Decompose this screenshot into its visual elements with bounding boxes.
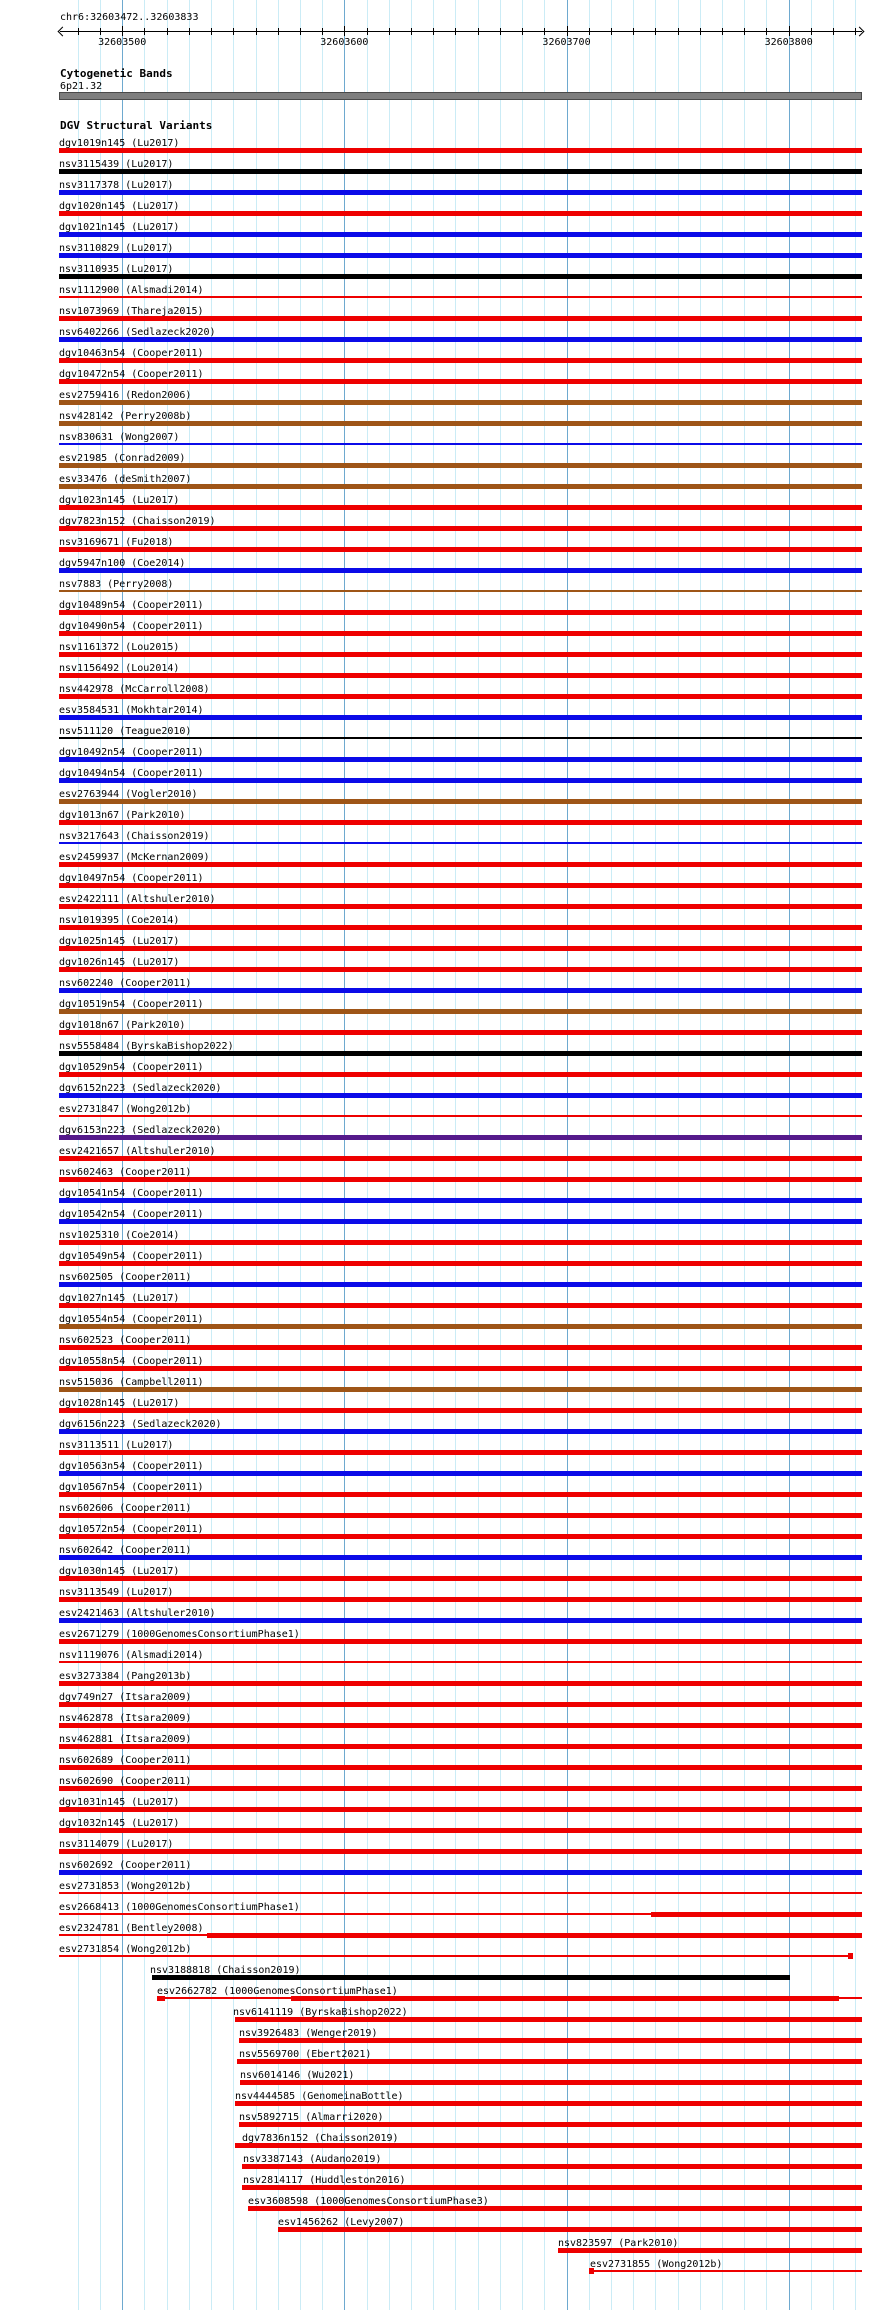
variant-label[interactable]: esv2421657 (Altshuler2010) [59, 1146, 216, 1157]
gridline-minor [500, 0, 501, 2310]
variant-label[interactable]: nsv1073969 (Thareja2015) [59, 306, 204, 317]
cytoband-bar[interactable] [59, 92, 862, 100]
variant-label[interactable]: nsv602642 (Cooper2011) [59, 1545, 192, 1556]
variant-label[interactable]: nsv4444585 (GenomeinaBottle) [235, 2091, 404, 2102]
gridline-major [567, 0, 568, 2310]
gridline-minor [433, 0, 434, 2310]
ruler-major-tick [122, 26, 123, 36]
variant-label[interactable]: nsv3115439 (Lu2017) [59, 159, 174, 170]
ruler-minor-tick [144, 28, 145, 35]
variant-label[interactable]: nsv3217643 (Chaisson2019) [59, 831, 210, 842]
variant-label[interactable]: dgv1028n145 (Lu2017) [59, 1398, 180, 1409]
variant-bar[interactable] [59, 1807, 862, 1812]
ruler-minor-tick [811, 28, 812, 35]
variant-label[interactable]: dgv7836n152 (Chaisson2019) [242, 2133, 399, 2144]
variant-label[interactable]: nsv5892715 (Almarri2020) [239, 2112, 384, 2123]
variant-bar[interactable] [59, 505, 862, 510]
gridline-major [344, 0, 345, 2310]
variant-bar[interactable] [59, 443, 862, 445]
gridline-minor [256, 0, 257, 2310]
gridline-minor [655, 0, 656, 2310]
ruler-minor-tick [544, 28, 545, 35]
gridline-minor [544, 0, 545, 2310]
variant-label[interactable]: esv2731854 (Wong2012b) [59, 1944, 192, 1955]
variant-label[interactable]: dgv1030n145 (Lu2017) [59, 1566, 180, 1577]
variant-label[interactable]: nsv602505 (Cooper2011) [59, 1272, 192, 1283]
dgv-track-title: DGV Structural Variants [60, 119, 213, 132]
gridline-minor [744, 0, 745, 2310]
ruler-minor-tick [411, 28, 412, 35]
cytoband-track-title: Cytogenetic Bands [60, 67, 173, 80]
variant-label[interactable]: nsv602692 (Cooper2011) [59, 1860, 192, 1871]
variant-label[interactable]: nsv1156492 (Lou2014) [59, 663, 180, 674]
variant-bar[interactable] [651, 1912, 862, 1917]
ruler-tick-label: 32603600 [320, 37, 369, 48]
ruler-minor-tick [78, 28, 79, 35]
variant-label[interactable]: nsv7883 (Perry2008) [59, 579, 174, 590]
ruler-minor-tick [300, 28, 301, 35]
variant-label[interactable]: nsv6141119 (ByrskaBishop2022) [233, 2007, 408, 2018]
ruler-minor-tick [589, 28, 590, 35]
variant-bar[interactable] [59, 1934, 207, 1936]
variant-label[interactable]: nsv3113549 (Lu2017) [59, 1587, 174, 1598]
ruler-minor-tick [100, 28, 101, 35]
variant-label[interactable]: dgv1027n145 (Lu2017) [59, 1293, 180, 1304]
ruler-tick-label: 32603500 [98, 37, 147, 48]
ruler-minor-tick [478, 28, 479, 35]
variant-label[interactable]: esv2421463 (Altshuler2010) [59, 1608, 216, 1619]
gridline-minor [300, 0, 301, 2310]
variant-bar[interactable] [59, 1913, 651, 1915]
variant-label[interactable]: dgv1032n145 (Lu2017) [59, 1818, 180, 1829]
variant-label[interactable]: dgv6152n223 (Sedlazeck2020) [59, 1083, 222, 1094]
gridline-minor [611, 0, 612, 2310]
gridline-minor [633, 0, 634, 2310]
variant-label[interactable]: dgv6153n223 (Sedlazeck2020) [59, 1125, 222, 1136]
variant-label[interactable]: esv2422111 (Altshuler2010) [59, 894, 216, 905]
ruler-minor-tick [678, 28, 679, 35]
gridline-minor [700, 0, 701, 2310]
ruler-minor-tick [655, 28, 656, 35]
variant-label[interactable]: dgv10572n54 (Cooper2011) [59, 1524, 204, 1535]
variant-label[interactable]: dgv10463n54 (Cooper2011) [59, 348, 204, 359]
variant-label[interactable]: dgv1031n145 (Lu2017) [59, 1797, 180, 1808]
ruler-major-tick [344, 26, 345, 36]
variant-bar[interactable] [59, 232, 862, 237]
variant-label[interactable]: nsv3169671 (Fu2018) [59, 537, 174, 548]
ruler-minor-tick [766, 28, 767, 35]
variant-label[interactable]: nsv515036 (Campbell2011) [59, 1377, 204, 1388]
ruler-minor-tick [522, 28, 523, 35]
variant-label[interactable]: nsv5558484 (ByrskaBishop2022) [59, 1041, 234, 1052]
variant-label[interactable]: dgv10541n54 (Cooper2011) [59, 1188, 204, 1199]
variant-bar[interactable] [59, 1892, 862, 1894]
ruler-minor-tick [389, 28, 390, 35]
variant-label[interactable]: dgv7823n152 (Chaisson2019) [59, 516, 216, 527]
gridline-minor [322, 0, 323, 2310]
gridline-minor [678, 0, 679, 2310]
variant-label[interactable]: nsv462881 (Itsara2009) [59, 1734, 192, 1745]
variant-bar[interactable] [594, 2270, 862, 2272]
variant-label[interactable]: nsv3387143 (Audano2019) [243, 2154, 382, 2165]
ruler-line [60, 31, 862, 32]
variant-label[interactable]: esv33476 (deSmith2007) [59, 474, 192, 485]
variant-bar[interactable] [59, 1450, 862, 1455]
cytoband-name: 6p21.32 [60, 81, 103, 92]
variant-label[interactable]: esv3584531 (Mokhtar2014) [59, 705, 204, 716]
variant-label[interactable]: nsv442978 (McCarroll2008) [59, 684, 210, 695]
variant-label[interactable]: dgv10489n54 (Cooper2011) [59, 600, 204, 611]
gridline-minor [233, 0, 234, 2310]
variant-label[interactable]: esv2459937 (McKernan2009) [59, 852, 210, 863]
ruler-major-tick [789, 26, 790, 36]
variant-label[interactable]: nsv428142 (Perry2008b) [59, 411, 192, 422]
ruler-minor-tick [278, 28, 279, 35]
variant-bar[interactable] [59, 1576, 862, 1581]
ruler-minor-tick [722, 28, 723, 35]
variant-bar[interactable] [59, 925, 862, 930]
variant-label[interactable]: esv2731855 (Wong2012b) [590, 2259, 723, 2270]
variant-label[interactable]: dgv10563n54 (Cooper2011) [59, 1461, 204, 1472]
variant-label[interactable]: dgv6156n223 (Sedlazeck2020) [59, 1419, 222, 1430]
variant-label[interactable]: dgv10472n54 (Cooper2011) [59, 369, 204, 380]
variant-label[interactable]: dgv10567n54 (Cooper2011) [59, 1482, 204, 1493]
gridline-minor [833, 0, 834, 2310]
variant-label[interactable]: nsv1112900 (Alsmadi2014) [59, 285, 204, 296]
variant-label[interactable]: nsv462878 (Itsara2009) [59, 1713, 192, 1724]
variant-bar[interactable] [59, 148, 862, 153]
variant-label[interactable]: dgv1025n145 (Lu2017) [59, 936, 180, 947]
ruler-minor-tick [455, 28, 456, 35]
variant-label[interactable]: esv2763944 (Vogler2010) [59, 789, 198, 800]
variant-label[interactable]: dgv10497n54 (Cooper2011) [59, 873, 204, 884]
variant-label[interactable]: nsv5569700 (Ebert2021) [239, 2049, 372, 2060]
variant-bar[interactable] [59, 1240, 862, 1245]
variant-label[interactable]: nsv1019395 (Coe2014) [59, 915, 180, 926]
gridline-minor [278, 0, 279, 2310]
variant-label[interactable]: nsv3110935 (Lu2017) [59, 264, 174, 275]
variant-label[interactable]: dgv1026n145 (Lu2017) [59, 957, 180, 968]
variant-bar[interactable] [59, 1597, 862, 1602]
variant-label[interactable]: dgv10529n54 (Cooper2011) [59, 1062, 204, 1073]
variant-label[interactable]: nsv2814117 (Huddleston2016) [243, 2175, 406, 2186]
variant-label[interactable]: nsv602689 (Cooper2011) [59, 1755, 192, 1766]
variant-label[interactable]: nsv602240 (Cooper2011) [59, 978, 192, 989]
variant-bar[interactable] [59, 547, 862, 552]
variant-label[interactable]: dgv10490n54 (Cooper2011) [59, 621, 204, 632]
variant-label[interactable]: nsv602523 (Cooper2011) [59, 1335, 192, 1346]
variant-label[interactable]: dgv5947n100 (Coe2014) [59, 558, 186, 569]
variant-label[interactable]: nsv3110829 (Lu2017) [59, 243, 174, 254]
variant-bar[interactable] [59, 1828, 862, 1833]
ruler-minor-tick [233, 28, 234, 35]
gridline-minor [478, 0, 479, 2310]
ruler-major-tick [567, 26, 568, 36]
variant-bar[interactable] [59, 652, 862, 657]
variant-bar[interactable] [59, 1661, 862, 1663]
variant-label[interactable]: esv21985 (Conrad2009) [59, 453, 186, 464]
ruler-tick-label: 32603800 [764, 37, 813, 48]
variant-bar[interactable] [207, 1933, 862, 1938]
variant-bar[interactable] [839, 1997, 862, 1999]
ruler-minor-tick [433, 28, 434, 35]
variant-label[interactable]: nsv1119076 (Alsmadi2014) [59, 1650, 204, 1661]
ruler-minor-tick [700, 28, 701, 35]
gridline-minor [367, 0, 368, 2310]
ruler-minor-tick [633, 28, 634, 35]
variant-label[interactable]: dgv1018n67 (Park2010) [59, 1020, 186, 1031]
variant-label[interactable]: nsv602690 (Cooper2011) [59, 1776, 192, 1787]
variant-label[interactable]: dgv10519n54 (Cooper2011) [59, 999, 204, 1010]
ruler-minor-tick [211, 28, 212, 35]
variant-label[interactable]: esv2662782 (1000GenomesConsortiumPhase1) [157, 1986, 398, 1997]
variant-label[interactable]: nsv602463 (Cooper2011) [59, 1167, 192, 1178]
variant-bar[interactable] [59, 1115, 862, 1117]
ruler-minor-tick [189, 28, 190, 35]
gridline-major [789, 0, 790, 2310]
region-label: chr6:32603472..32603833 [60, 12, 199, 23]
variant-label[interactable]: esv2759416 (Redon2006) [59, 390, 192, 401]
gridline-minor [722, 0, 723, 2310]
variant-label[interactable]: nsv1025310 (Coe2014) [59, 1230, 180, 1241]
gridline-minor [389, 0, 390, 2310]
gridline-minor [455, 0, 456, 2310]
variant-label[interactable]: dgv1019n145 (Lu2017) [59, 138, 180, 149]
variant-label[interactable]: esv2671279 (1000GenomesConsortiumPhase1) [59, 1629, 300, 1640]
variant-label[interactable]: nsv6014146 (Wu2021) [240, 2070, 355, 2081]
variant-label[interactable]: dgv1023n145 (Lu2017) [59, 495, 180, 506]
variant-label[interactable]: esv3608598 (1000GenomesConsortiumPhase3) [248, 2196, 489, 2207]
gridline-minor [766, 0, 767, 2310]
variant-bar[interactable] [59, 296, 862, 298]
variant-bar[interactable] [59, 253, 862, 258]
variant-label[interactable]: nsv511120 (Teague2010) [59, 726, 192, 737]
variant-label[interactable]: nsv823597 (Park2010) [558, 2238, 679, 2249]
variant-label[interactable]: nsv3926483 (Wenger2019) [239, 2028, 378, 2039]
ruler-minor-tick [367, 28, 368, 35]
ruler-minor-tick [167, 28, 168, 35]
variant-bar[interactable] [165, 1997, 291, 1999]
variant-bar[interactable] [59, 737, 862, 739]
ruler-minor-tick [744, 28, 745, 35]
ruler-tick-label: 32603700 [542, 37, 591, 48]
variant-bar[interactable] [59, 946, 862, 951]
variant-label[interactable]: nsv1161372 (Lou2015) [59, 642, 180, 653]
variant-bar[interactable] [59, 967, 862, 972]
variant-label[interactable]: nsv3113511 (Lu2017) [59, 1440, 174, 1451]
ruler-minor-tick [611, 28, 612, 35]
variant-label[interactable]: nsv602606 (Cooper2011) [59, 1503, 192, 1514]
variant-label[interactable]: dgv10542n54 (Cooper2011) [59, 1209, 204, 1220]
ruler-minor-tick [256, 28, 257, 35]
variant-label[interactable]: dgv1021n145 (Lu2017) [59, 222, 180, 233]
variant-label[interactable]: dgv10492n54 (Cooper2011) [59, 747, 204, 758]
variant-bar[interactable] [59, 274, 862, 279]
variant-label[interactable]: nsv3117378 (Lu2017) [59, 180, 174, 191]
gridline-minor [522, 0, 523, 2310]
ruler-minor-tick [855, 28, 856, 35]
variant-label[interactable]: dgv10558n54 (Cooper2011) [59, 1356, 204, 1367]
variant-label[interactable]: esv2731847 (Wong2012b) [59, 1104, 192, 1115]
variant-label[interactable]: dgv749n27 (Itsara2009) [59, 1692, 192, 1703]
variant-label[interactable]: dgv10549n54 (Cooper2011) [59, 1251, 204, 1262]
variant-bar[interactable] [59, 842, 862, 844]
gridline-minor [811, 0, 812, 2310]
variant-bar[interactable] [59, 1303, 862, 1308]
variant-bar[interactable] [59, 1849, 862, 1854]
variant-bar[interactable] [59, 1955, 848, 1957]
gridline-minor [589, 0, 590, 2310]
variant-label[interactable]: esv2324781 (Bentley2008) [59, 1923, 204, 1934]
variant-bar[interactable] [59, 673, 862, 678]
variant-label[interactable]: nsv3188818 (Chaisson2019) [150, 1965, 301, 1976]
variant-bar[interactable] [848, 1953, 853, 1959]
variant-bar[interactable] [59, 211, 862, 216]
gridline-minor [411, 0, 412, 2310]
ruler-left-arrow-icon [58, 27, 68, 37]
variant-bar[interactable] [59, 190, 862, 195]
variant-label[interactable]: dgv10554n54 (Cooper2011) [59, 1314, 204, 1325]
ruler-minor-tick [833, 28, 834, 35]
variant-label[interactable]: esv1456262 (Levy2007) [278, 2217, 405, 2228]
variant-label[interactable]: nsv3114079 (Lu2017) [59, 1839, 174, 1850]
variant-bar[interactable] [59, 169, 862, 174]
ruler-minor-tick [500, 28, 501, 35]
variant-label[interactable]: esv3273384 (Pang2013b) [59, 1671, 192, 1682]
variant-label[interactable]: esv2731853 (Wong2012b) [59, 1881, 192, 1892]
variant-label[interactable]: esv2668413 (1000GenomesConsortiumPhase1) [59, 1902, 300, 1913]
variant-label[interactable]: dgv1013n67 (Park2010) [59, 810, 186, 821]
variant-label[interactable]: nsv6402266 (Sedlazeck2020) [59, 327, 216, 338]
variant-bar[interactable] [59, 590, 862, 592]
ruler-minor-tick [322, 28, 323, 35]
variant-label[interactable]: nsv830631 (Wong2007) [59, 432, 180, 443]
gridline-minor [855, 0, 856, 2310]
variant-bar[interactable] [59, 1408, 862, 1413]
variant-label[interactable]: dgv1020n145 (Lu2017) [59, 201, 180, 212]
variant-label[interactable]: dgv10494n54 (Cooper2011) [59, 768, 204, 779]
